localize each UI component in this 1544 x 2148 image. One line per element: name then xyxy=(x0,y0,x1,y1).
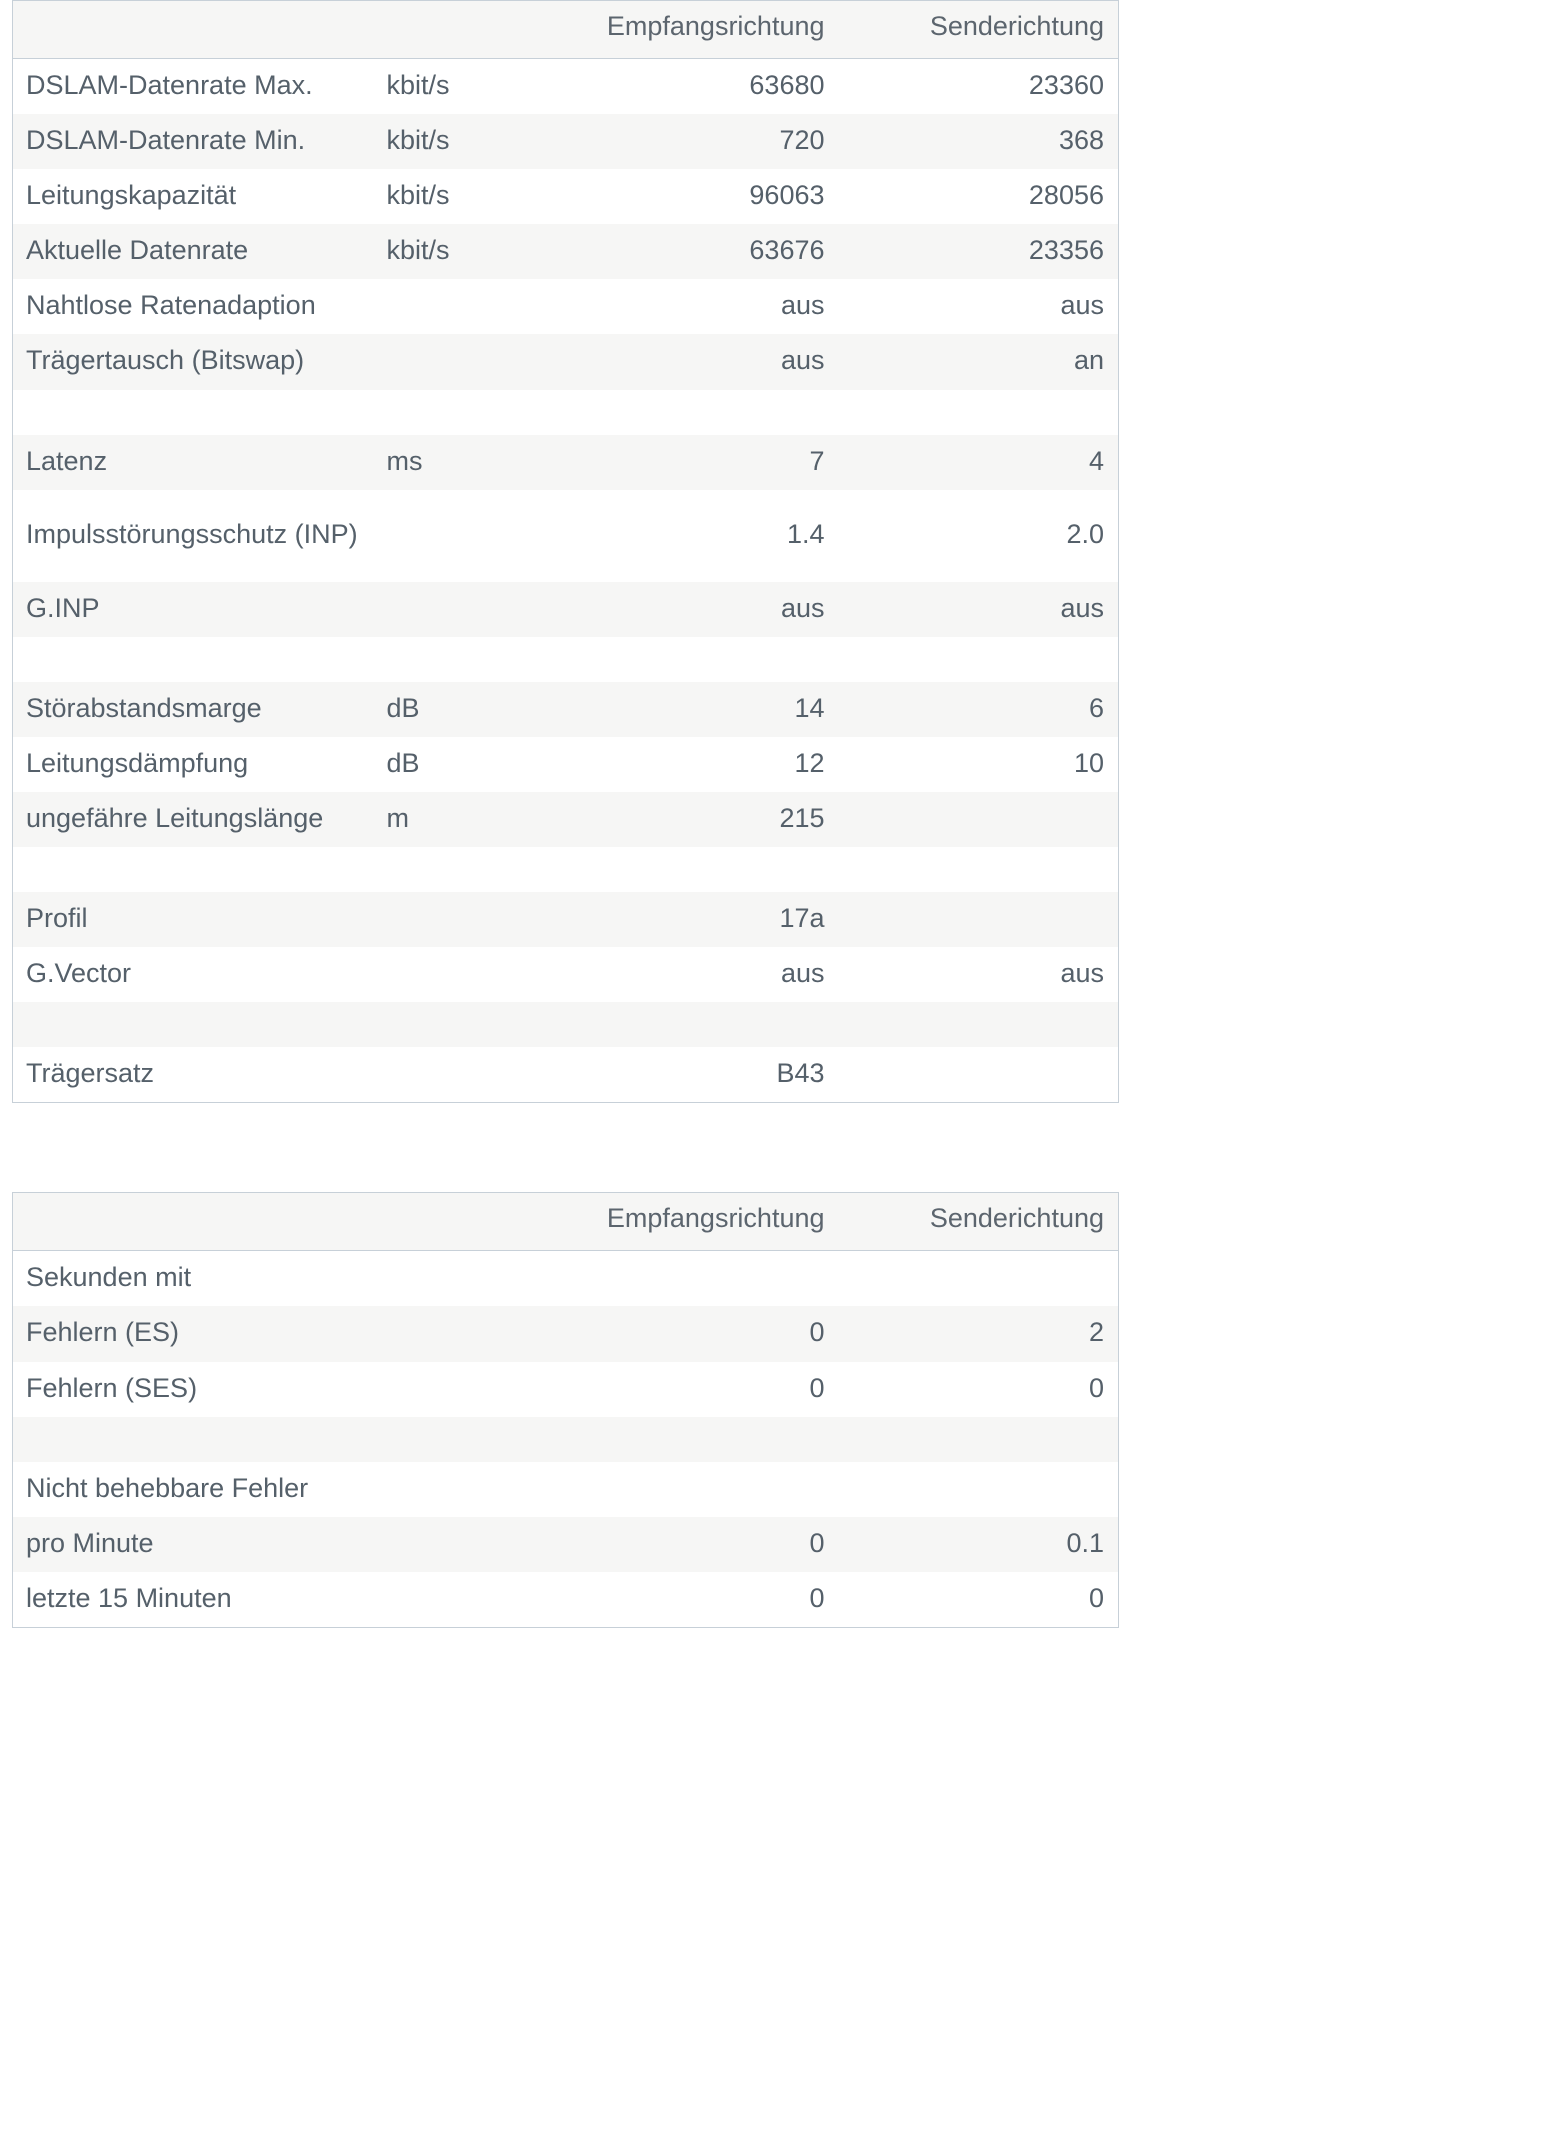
cell-downstream xyxy=(569,390,839,435)
header-cell-label xyxy=(13,1,373,59)
cell-downstream: 63680 xyxy=(569,59,839,115)
table-row xyxy=(13,947,1119,1002)
table-row xyxy=(13,224,1119,279)
cell-label: Trägertausch (Bitswap) xyxy=(13,334,373,389)
cell-unit xyxy=(373,1517,569,1572)
cell-downstream: 96063 xyxy=(569,169,839,224)
cell-downstream xyxy=(569,1417,839,1462)
header-cell-downstream: Empfangsrichtung xyxy=(569,1,839,59)
table-row xyxy=(13,334,1119,389)
cell-upstream: 6 xyxy=(839,682,1119,737)
cell-unit xyxy=(373,637,569,682)
cell-label xyxy=(13,637,373,682)
cell-upstream: aus xyxy=(839,582,1119,637)
cell-unit xyxy=(373,334,569,389)
cell-upstream: 0 xyxy=(839,1362,1119,1417)
table-header xyxy=(13,1,1119,59)
cell-unit xyxy=(373,1306,569,1361)
cell-unit: m xyxy=(373,792,569,847)
cell-unit xyxy=(373,390,569,435)
cell-label: ungefähre Leitungslänge xyxy=(13,792,373,847)
cell-upstream: 2.0 xyxy=(839,490,1119,582)
cell-downstream: 1.4 xyxy=(569,490,839,582)
cell-label: Impulsstörungsschutz (INP) xyxy=(13,490,373,582)
header-cell-upstream: Senderichtung xyxy=(839,1193,1119,1251)
cell-label: Leitungskapazität xyxy=(13,169,373,224)
cell-unit xyxy=(373,1362,569,1417)
cell-label: Fehlern (SES) xyxy=(13,1362,373,1417)
cell-unit xyxy=(373,1572,569,1628)
cell-upstream xyxy=(839,1417,1119,1462)
cell-label: letzte 15 Minuten xyxy=(13,1572,373,1628)
cell-downstream: 7 xyxy=(569,435,839,490)
cell-upstream xyxy=(839,637,1119,682)
cell-downstream: 720 xyxy=(569,114,839,169)
cell-upstream: aus xyxy=(839,947,1119,1002)
cell-upstream: 0 xyxy=(839,1572,1119,1628)
cell-downstream: aus xyxy=(569,279,839,334)
cell-downstream: aus xyxy=(569,334,839,389)
cell-label: Aktuelle Datenrate xyxy=(13,224,373,279)
cell-label: Latenz xyxy=(13,435,373,490)
table-row xyxy=(13,114,1119,169)
cell-label: Leitungsdämpfung xyxy=(13,737,373,792)
cell-downstream: B43 xyxy=(569,1047,839,1103)
header-cell-upstream: Senderichtung xyxy=(839,1,1119,59)
table-row xyxy=(13,1517,1119,1572)
cell-downstream: 12 xyxy=(569,737,839,792)
table-row xyxy=(13,1306,1119,1361)
cell-label: pro Minute xyxy=(13,1517,373,1572)
table-spacer-row xyxy=(13,847,1119,892)
dsl-connection-table xyxy=(12,0,1119,1103)
cell-unit: dB xyxy=(373,737,569,792)
cell-downstream xyxy=(569,847,839,892)
cell-label: Störabstandsmarge xyxy=(13,682,373,737)
cell-downstream xyxy=(569,1251,839,1307)
table-row xyxy=(13,1572,1119,1628)
cell-downstream: 0 xyxy=(569,1517,839,1572)
cell-label xyxy=(13,1002,373,1047)
table-row xyxy=(13,59,1119,115)
cell-downstream xyxy=(569,1002,839,1047)
cell-downstream: 0 xyxy=(569,1362,839,1417)
table-row xyxy=(13,1362,1119,1417)
dsl-error-table xyxy=(12,1192,1119,1628)
table-row xyxy=(13,582,1119,637)
cell-upstream: an xyxy=(839,334,1119,389)
cell-upstream xyxy=(839,1251,1119,1307)
table-row xyxy=(13,1047,1119,1103)
cell-upstream xyxy=(839,1002,1119,1047)
cell-unit xyxy=(373,490,569,582)
cell-downstream: aus xyxy=(569,582,839,637)
table-row xyxy=(13,490,1119,582)
cell-upstream: aus xyxy=(839,279,1119,334)
cell-upstream: 28056 xyxy=(839,169,1119,224)
table-row xyxy=(13,792,1119,847)
cell-unit: kbit/s xyxy=(373,224,569,279)
cell-unit xyxy=(373,582,569,637)
cell-unit: kbit/s xyxy=(373,59,569,115)
table-body xyxy=(13,1251,1119,1628)
cell-downstream: 0 xyxy=(569,1572,839,1628)
table-spacer-row xyxy=(13,637,1119,682)
cell-upstream: 10 xyxy=(839,737,1119,792)
table-row xyxy=(13,435,1119,490)
table-header xyxy=(13,1193,1119,1251)
cell-unit xyxy=(373,1251,569,1307)
header-cell-label xyxy=(13,1193,373,1251)
cell-label xyxy=(13,390,373,435)
cell-upstream xyxy=(839,1047,1119,1103)
cell-upstream: 0.1 xyxy=(839,1517,1119,1572)
cell-upstream xyxy=(839,892,1119,947)
cell-label: DSLAM-Datenrate Min. xyxy=(13,114,373,169)
table-row xyxy=(13,1251,1119,1307)
table-row xyxy=(13,169,1119,224)
cell-upstream xyxy=(839,792,1119,847)
cell-unit xyxy=(373,847,569,892)
cell-upstream: 23356 xyxy=(839,224,1119,279)
cell-unit xyxy=(373,947,569,1002)
table-row xyxy=(13,682,1119,737)
table-spacer-row xyxy=(13,390,1119,435)
cell-label: Profil xyxy=(13,892,373,947)
cell-upstream xyxy=(839,847,1119,892)
cell-unit xyxy=(373,1047,569,1103)
cell-upstream: 4 xyxy=(839,435,1119,490)
cell-downstream xyxy=(569,1462,839,1517)
cell-label: Nicht behebbare Fehler xyxy=(13,1462,373,1517)
table-body xyxy=(13,59,1119,1103)
cell-upstream: 23360 xyxy=(839,59,1119,115)
cell-upstream xyxy=(839,390,1119,435)
table-row xyxy=(13,1462,1119,1517)
cell-unit xyxy=(373,1417,569,1462)
cell-unit xyxy=(373,1002,569,1047)
table-row xyxy=(13,892,1119,947)
cell-unit: dB xyxy=(373,682,569,737)
header-row xyxy=(13,1,1119,59)
cell-label: Sekunden mit xyxy=(13,1251,373,1307)
table-row xyxy=(13,737,1119,792)
cell-downstream: 0 xyxy=(569,1306,839,1361)
cell-unit xyxy=(373,892,569,947)
header-cell-unit xyxy=(373,1193,569,1251)
header-cell-downstream: Empfangsrichtung xyxy=(569,1193,839,1251)
cell-downstream: aus xyxy=(569,947,839,1002)
table-spacer-row xyxy=(13,1417,1119,1462)
cell-unit: kbit/s xyxy=(373,114,569,169)
cell-upstream: 2 xyxy=(839,1306,1119,1361)
table-spacer-row xyxy=(13,1002,1119,1047)
cell-unit xyxy=(373,279,569,334)
cell-label: Trägersatz xyxy=(13,1047,373,1103)
cell-label: DSLAM-Datenrate Max. xyxy=(13,59,373,115)
table-row xyxy=(13,279,1119,334)
header-cell-unit xyxy=(373,1,569,59)
cell-label: Fehlern (ES) xyxy=(13,1306,373,1361)
cell-downstream xyxy=(569,637,839,682)
cell-label: G.INP xyxy=(13,582,373,637)
cell-upstream: 368 xyxy=(839,114,1119,169)
cell-unit xyxy=(373,1462,569,1517)
cell-label xyxy=(13,1417,373,1462)
cell-label xyxy=(13,847,373,892)
cell-downstream: 14 xyxy=(569,682,839,737)
cell-unit: ms xyxy=(373,435,569,490)
cell-upstream xyxy=(839,1462,1119,1517)
header-row xyxy=(13,1193,1119,1251)
cell-label: G.Vector xyxy=(13,947,373,1002)
cell-downstream: 17a xyxy=(569,892,839,947)
cell-downstream: 215 xyxy=(569,792,839,847)
cell-unit: kbit/s xyxy=(373,169,569,224)
cell-label: Nahtlose Ratenadaption xyxy=(13,279,373,334)
cell-downstream: 63676 xyxy=(569,224,839,279)
